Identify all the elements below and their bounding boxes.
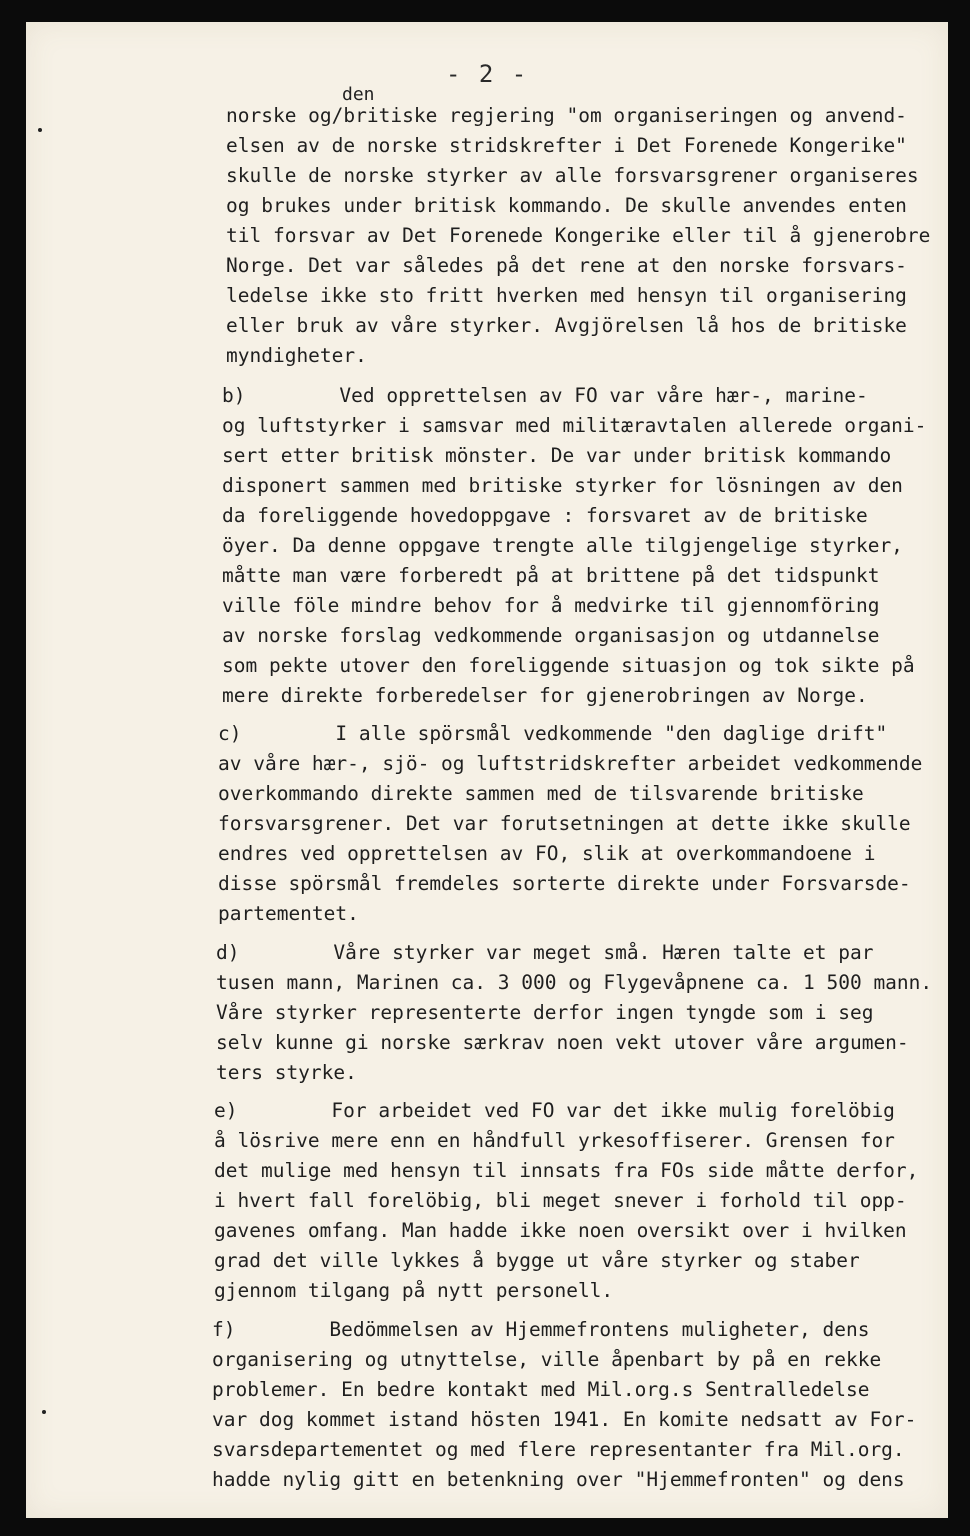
text-line: eller bruk av våre styrker. Avgjörelsen lå hos de britiske xyxy=(226,314,907,337)
text-line: forsvarsgrener. Det var forutsetningen at dette ikke skulle xyxy=(218,812,911,835)
text-line: e) For arbeidet ved FO var det ikke mulig forelöbig xyxy=(214,1099,895,1122)
text-line: da foreliggende hovedoppgave : forsvaret av de britiske xyxy=(222,504,868,527)
handwritten-insertion: den xyxy=(342,84,375,105)
text-line: var dog kommet istand hösten 1941. En komite nedsatt av For- xyxy=(212,1408,917,1431)
text-line: og luftstyrker i samsvar med militæravtalen allerede organi- xyxy=(222,414,927,437)
text-line: og brukes under britisk kommando. De skulle anvendes enten xyxy=(226,194,907,217)
text-line: av norske forslag vedkommende organisasjon og utdannelse xyxy=(222,624,880,647)
text-line: grad det ville lykkes å bygge ut våre styrker og staber xyxy=(214,1249,860,1272)
text-line: elsen av de norske stridskrefter i Det Forenede Kongerike" xyxy=(226,134,907,157)
text-line: svarsdepartementet og med flere representanter fra Mil.org. xyxy=(212,1438,905,1461)
page-number: - 2 - xyxy=(446,60,529,88)
margin-mark xyxy=(38,128,42,132)
text-line: det mulige med hensyn til innsats fra FOs side måtte derfor, xyxy=(214,1159,919,1182)
text-line: ledelse ikke sto fritt hverken med hensyn til organisering xyxy=(226,284,907,307)
text-line: selv kunne gi norske særkrav noen vekt utover våre argumen- xyxy=(216,1031,909,1054)
text-line: som pekte utover den foreliggende situasjon og tok sikte på xyxy=(222,654,915,677)
text-line: av våre hær-, sjö- og luftstridskrefter arbeidet vedkommende xyxy=(218,752,923,775)
text-line: endres ved opprettelsen av FO, slik at overkommandoene i xyxy=(218,842,876,865)
text-line: i hvert fall forelöbig, bli meget snever i forhold til opp- xyxy=(214,1189,907,1212)
text-line: å lösrive mere enn en håndfull yrkesoffiserer. Grensen for xyxy=(214,1129,895,1152)
text-line: norske og/britiske regjering "om organiseringen og anvend- xyxy=(226,104,907,127)
text-line: skulle de norske styrker av alle forsvarsgrener organiseres xyxy=(226,164,919,187)
text-line: organisering og utnyttelse, ville åpenbart by på en rekke xyxy=(212,1348,882,1371)
text-line: tusen mann, Marinen ca. 3 000 og Flygevåpnene ca. 1 500 mann. xyxy=(216,971,933,994)
text-line: d) Våre styrker var meget små. Hæren talte et par xyxy=(216,941,874,964)
text-line: Norge. Det var således på det rene at den norske forsvars- xyxy=(226,254,907,277)
text-line: overkommando direkte sammen med de tilsvarende britiske xyxy=(218,782,864,805)
text-line: f) Bedömmelsen av Hjemmefrontens muligheter, dens xyxy=(212,1318,870,1341)
margin-mark xyxy=(42,1410,46,1414)
text-line: disponert sammen med britiske styrker for lösningen av den xyxy=(222,474,903,497)
text-line: öyer. Da denne oppgave trengte alle tilgjengelige styrker, xyxy=(222,534,903,557)
text-line: sert etter britisk mönster. De var under britisk kommando xyxy=(222,444,892,467)
text-line: gavenes omfang. Man hadde ikke noen oversikt over i hvilken xyxy=(214,1219,907,1242)
text-line: b) Ved opprettelsen av FO var våre hær-, marine- xyxy=(222,384,868,407)
text-line: Våre styrker representerte derfor ingen tyngde som i seg xyxy=(216,1001,874,1024)
text-line: mere direkte forberedelser for gjenerobringen av Norge. xyxy=(222,684,868,707)
text-line: måtte man være forberedt på at brittene på det tidspunkt xyxy=(222,564,880,587)
text-line: problemer. En bedre kontakt med Mil.org.s Sentralledelse xyxy=(212,1378,870,1401)
text-line: ters styrke. xyxy=(216,1061,357,1084)
text-line: myndigheter. xyxy=(226,344,367,367)
text-line: disse spörsmål fremdeles sorterte direkte under Forsvarsde- xyxy=(218,872,911,895)
text-line: partementet. xyxy=(218,902,359,925)
text-line: til forsvar av Det Forenede Kongerike eller til å gjenerobre xyxy=(226,224,931,247)
text-line: gjennom tilgang på nytt personell. xyxy=(214,1279,614,1302)
text-line: hadde nylig gitt en betenkning over "Hjemmefronten" og dens xyxy=(212,1468,905,1491)
text-line: ville föle mindre behov for å medvirke til gjennomföring xyxy=(222,594,880,617)
text-line: c) I alle spörsmål vedkommende "den daglige drift" xyxy=(218,722,888,745)
